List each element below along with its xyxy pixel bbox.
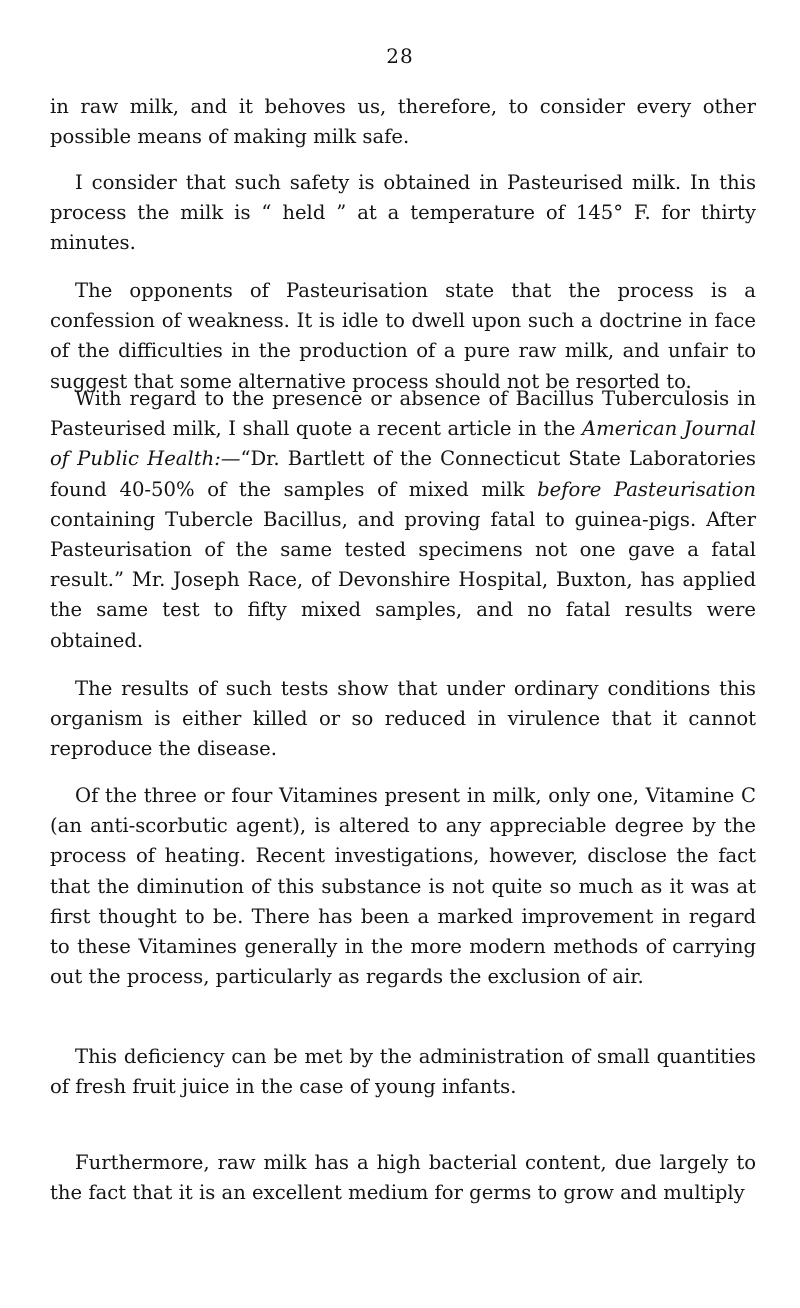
- paragraph-continuation: in raw milk, and it behoves us, therefore, to consider every other possible means of making milk safe.: [50, 95, 756, 149]
- paragraph-text: —“Dr. Bartlett of the Connecticut State Laboratories found 40-50% of the samples of mixed milk: [50, 447, 756, 501]
- page-number: 28: [386, 44, 414, 68]
- emphasis-text: before Pasteurisation: [537, 477, 756, 501]
- paragraph-text: With regard to the presence or absence of Bacillus Tuberculosis in Pasteurised milk, I shall quote a recent article in the: [50, 387, 756, 441]
- paragraph-vitamines: Of the three or four Vitamines present in milk, only one, Vitamine C (an anti-scorbutic agent), is altered to any appreciable degree by the process of heating. Recent investigations, however, disclose the fact that the diminution of this substance is not quite so much as it was at first thought to be. There has been a marked improvement in regard to these Vitamines generally in the more modern methods of carrying out the process, particularly as regards the exclusion of air.: [50, 784, 756, 989]
- paragraph-test-results: The results of such tests show that under ordinary conditions this organism is either killed or so reduced in virulence that it cannot reproduce the disease.: [50, 677, 756, 761]
- paragraph-bacillus-tuberculosis: [50, 384, 756, 656]
- paragraph-text: containing Tubercle Bacillus, and proving fatal to guinea-pigs. After Pasteurisation of the same tested specimens not one gave a fatal result.” Mr. Joseph Race, of Devonshire Hospital, Buxton, has applied the same test to fifty mixed samples, and no fatal results were obtained.: [50, 507, 756, 652]
- paragraph-deficiency: This deficiency can be met by the administration of small quantities of fresh fruit juice in the case of young infants.: [50, 1045, 756, 1099]
- paragraph-pasteurised-safety: I consider that such safety is obtained in Pasteurised milk. In this process the milk is “ held ” at a temperature of 145° F. for thirty minutes.: [50, 171, 756, 255]
- paragraph-opponents: The opponents of Pasteurisation state that the process is a confession of weakness. It is idle to dwell upon such a doctrine in face of the difficulties in the production of a pure raw milk, and unfair to suggest that some alternative process should not be resorted to.: [50, 279, 756, 393]
- journal-title: American Journal of Public Health:: [50, 417, 756, 471]
- paragraph-bacterial-content: Furthermore, raw milk has a high bacterial content, due largely to the fact that it is an excellent medium for germs to grow and multiply: [50, 1151, 756, 1205]
